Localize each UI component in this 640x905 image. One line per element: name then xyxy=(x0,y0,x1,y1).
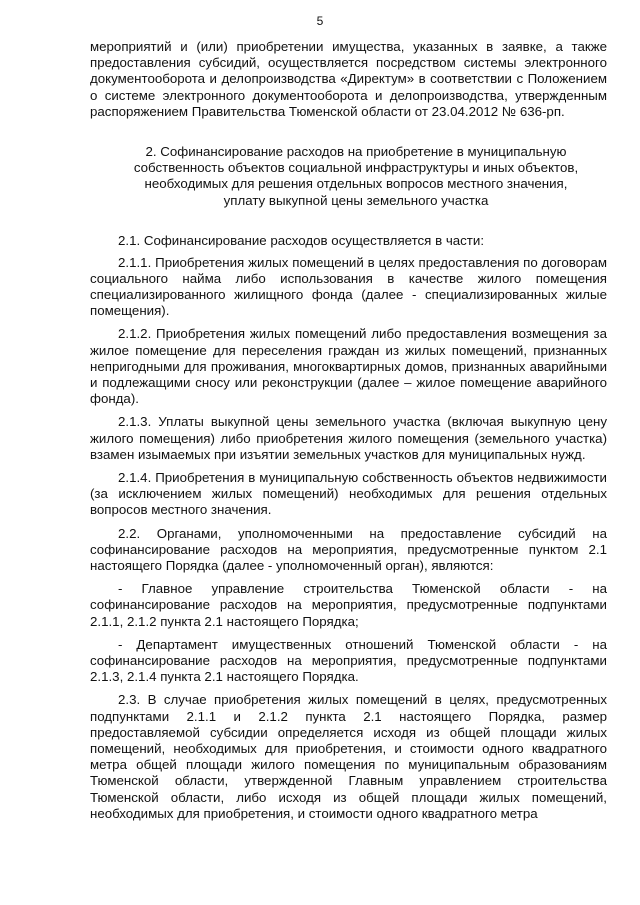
item-2-2-bullet-2: - Департамент имущественных отношений Тюменской области - на софинансирование расходов на мероприятия, предусмотренные подпунктами 2.1.3, 2.1.4 пункта 2.1 настоящего Порядка. xyxy=(90,636,607,685)
item-2-3: 2.3. В случае приобретения жилых помещений в целях, предусмотренных подпунктами 2.1.1 и 2.1.2 пункта 2.1 настоящего Порядка, размер предоставляемой субсидии определяется исходя из общей площади жилых помещений, необходимых для приобретения, и стоимости одного квадратного метра общей площади жилого помещения по муниципальным образованиям Тюменской области, утвержденной Главным управлением строительства Тюменской области, либо исходя из общей площади жилых помещений, необходимых для приобретения, и стоимости одного квадратного метра xyxy=(90,692,607,821)
page-number: 5 xyxy=(316,14,324,28)
item-2-1-1: 2.1.1. Приобретения жилых помещений в целях предоставления по договорам социального найма либо использования в качестве жилого помещения специализированного жилищного фонда (далее - специализированных жилые помещения). xyxy=(90,254,607,319)
item-2-1-3: 2.1.3. Уплаты выкупной цены земельного участка (включая выкупную цену жилого помещения) либо приобретения жилого помещения (земельного участка) взамен изымаемых при изъятии земельных участков для муниципальных нужд. xyxy=(90,414,607,462)
section-heading: 2. Софинансирование расходов на приобретение в муниципальную собственность объектов социальной инфраструктуры и иных объектов, необходимых для решения отдельных вопросов местного значения, уплату выкупной цены земельного участка xyxy=(133,144,579,208)
item-2-2-bullet-1: - Главное управление строительства Тюменской области - на софинансирование расходов на мероприятия, предусмотренные подпунктами 2.1.1, 2.1.2 пункта 2.1 настоящего Порядка; xyxy=(90,581,607,629)
paragraph-continuation: мероприятий и (или) приобретении имущества, указанных в заявке, а также предоставления субсидий, осуществляется посредством системы электронного документооборота и делопроизводства «Директум» в соответствии с Положением о системе электронного документооборота и делопроизводства, утвержденным распоряжением Правительства Тюменской области от 23.04.2012 № 636-рп. xyxy=(90,39,607,119)
item-2-1: 2.1. Софинансирование расходов осуществляется в части: xyxy=(118,232,485,248)
item-2-1-2: 2.1.2. Приобретения жилых помещений либо предоставления возмещения за жилое помещение для переселения граждан из жилых помещений, признанных непригодными для проживания, многоквартирных домов, признанных аварийными и подлежащими сносу или реконструкции (далее – жилое помещение аварийного фонда). xyxy=(90,326,607,407)
document-body xyxy=(90,39,607,822)
item-2-1-4: 2.1.4. Приобретения в муниципальную собственность объектов недвижимости (за исключением жилых помещений) необходимых для решения отдельных вопросов местного значения. xyxy=(90,469,607,518)
item-2-2: 2.2. Органами, уполномоченными на предоставление субсидий на софинансирование расходов на мероприятия, предусмотренные пунктом 2.1 настоящего Порядка (далее - уполномоченный орган), являются: xyxy=(90,525,607,573)
